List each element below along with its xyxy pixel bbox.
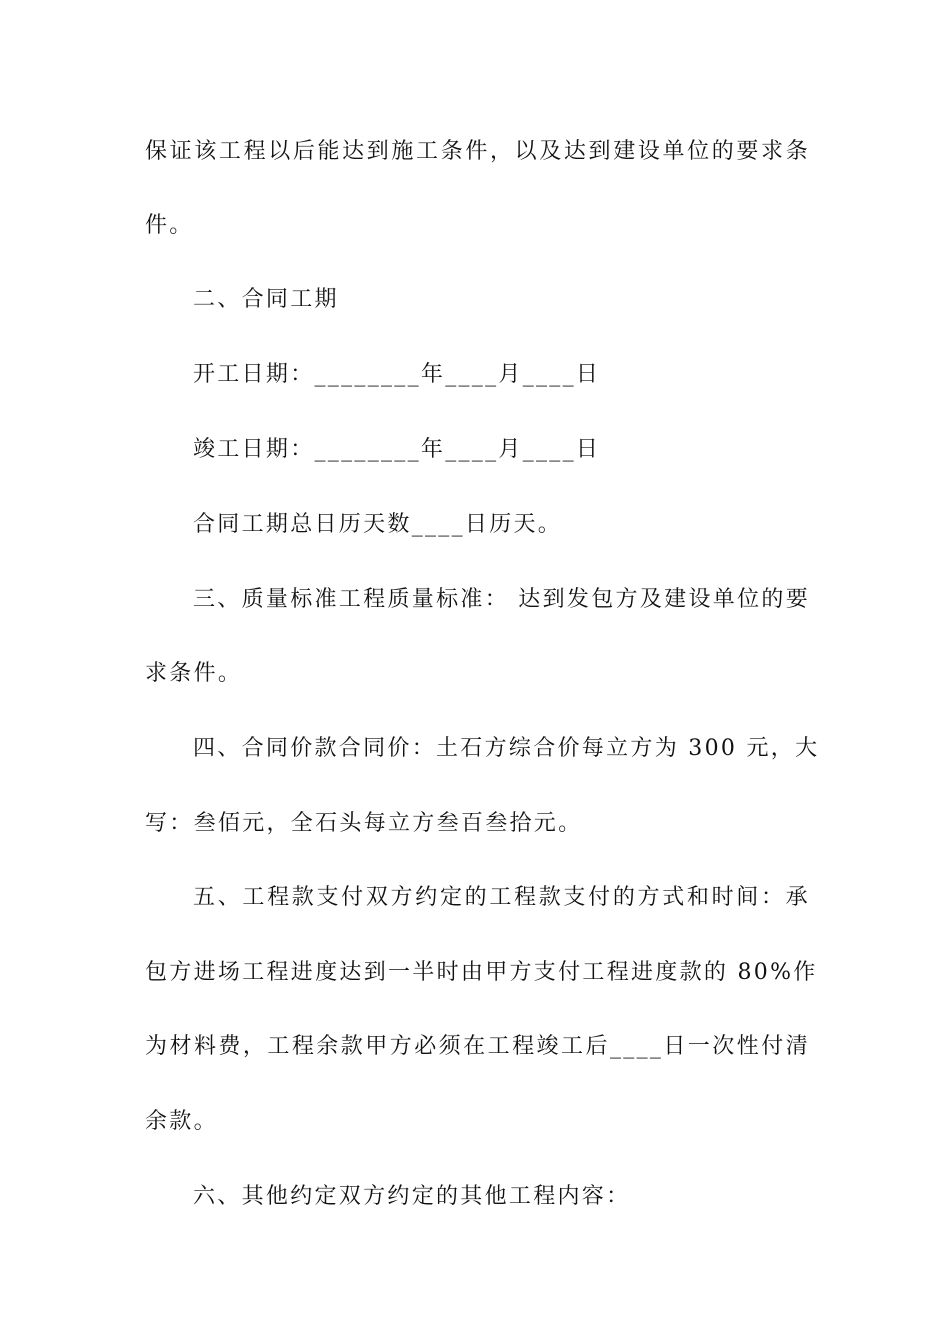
paragraph-line: 求条件。 [145,661,243,686]
total-days-line: 合同工期总日历天数____日历天。 [193,512,563,537]
paragraph-line: 保证该工程以后能达到施工条件，以及达到建设单位的要求条 [145,139,810,164]
paragraph-line: 为材料费，工程余款甲方必须在工程竣工后____日一次性付清 [145,1034,810,1059]
paragraph-line: 余款。 [145,1109,218,1134]
section-heading: 五、工程款支付双方约定的工程款支付的方式和时间：承 [193,885,810,910]
paragraph-line: 件。 [145,213,194,238]
section-heading: 三、质量标准工程质量标准： 达到发包方及建设单位的要 [193,587,810,612]
section-heading: 四、合同价款合同价：土石方综合价每立方为 300 元，大 [193,736,820,761]
paragraph-line: 写：叁佰元，全石头每立方叁百叁拾元。 [145,811,583,836]
start-date-line: 开工日期：________年____月____日 [193,362,601,387]
paragraph-line: 包方进场工程进度达到一半时由甲方支付工程进度款的 80%作 [145,960,818,985]
section-heading: 二、合同工期 [193,287,339,312]
section-heading: 六、其他约定双方约定的其他工程内容： [193,1184,631,1209]
completion-date-line: 竣工日期：________年____月____日 [193,437,601,462]
